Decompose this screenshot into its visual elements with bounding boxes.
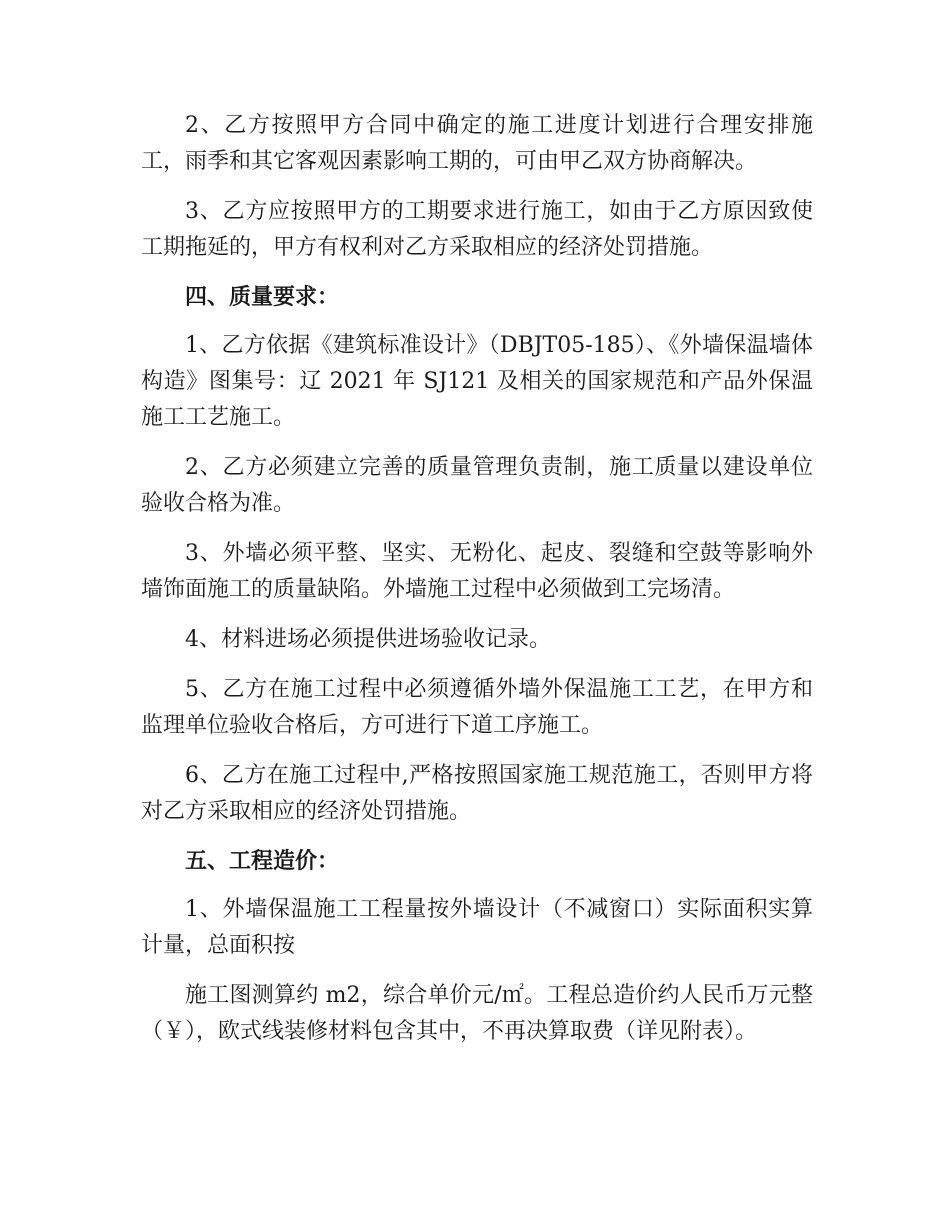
document-page [141,108,813,1064]
paragraph-quality-standards: 1、乙方依据《建筑标准设计》（DBJT05-185）、《外墙保温墙体构造》图集号：辽 2021 年 SJ121 及相关的国家规范和产品外保温施工工艺施工。 [141,333,813,430]
paragraph-schedule-delay: 3、乙方应按照甲方的工期要求进行施工，如由于乙方原因致使工期拖延的，甲方有权利对乙方采取相应的经济处罚措施。 [141,199,813,260]
paragraph-process-acceptance: 5、乙方在施工过程中必须遵循外墙外保温施工工艺，在甲方和监理单位验收合格后，方可进行下道工序施工。 [141,677,813,738]
paragraph-wall-defects: 3、外墙必须平整、坚实、无粉化、起皮、裂缝和空鼓等影响外墙饰面施工的质量缺陷。外墙施工过程中必须做到工完场清。 [141,541,813,602]
paragraph-total-cost: 施工图测算约 m2，综合单价元/㎡。工程总造价约人民币万元整（￥），欧式线装修材料包含其中，不再决算取费（详见附表）。 [141,983,813,1044]
paragraph-quality-management: 2、乙方必须建立完善的质量管理负责制，施工质量以建设单位验收合格为准。 [141,455,813,516]
section-heading-cost: 五、工程造价： [185,849,340,874]
paragraph-schedule-plan: 2、乙方按照甲方合同中确定的施工进度计划进行合理安排施工，雨季和其它客观因素影响工期的，可由甲乙双方协商解决。 [141,113,813,174]
paragraph-quantity-measurement: 1、外墙保温施工工程量按外墙设计（不减窗口）实际面积实算计量，总面积按 [141,897,813,958]
paragraph-construction-norms: 6、乙方在施工过程中,严格按照国家施工规范施工，否则甲方将对乙方采取相应的经济处罚措施。 [141,763,813,824]
paragraph-material-records: 4、材料进场必须提供进场验收记录。 [185,627,551,652]
section-heading-quality: 四、质量要求： [185,285,340,310]
